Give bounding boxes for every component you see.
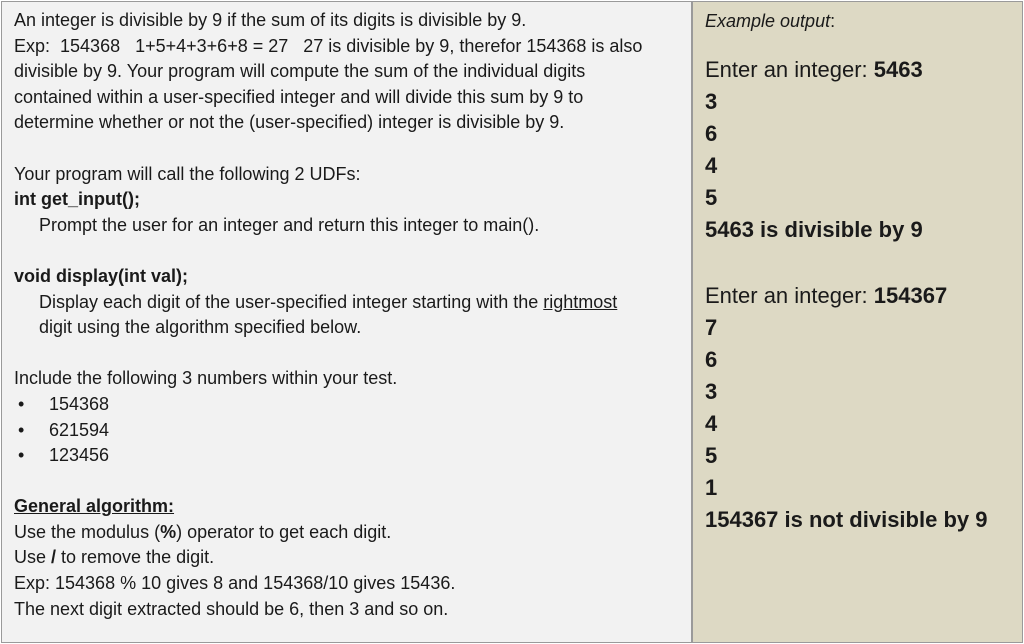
title-colon: :	[830, 11, 836, 31]
list-item	[14, 418, 679, 444]
algorithm-heading: General algorithm:	[14, 496, 175, 517]
algorithm-step	[14, 520, 679, 546]
test-number: 154368	[49, 393, 110, 414]
algorithm-text: Use	[14, 547, 52, 568]
intro-line: An integer is divisible by 9 if the sum of its digits is divisible by 9.	[14, 10, 527, 30]
display-description-text: Display each digit of the user-specified integer starting with the	[39, 291, 544, 312]
user-input: 154367	[873, 283, 948, 308]
bullet-icon: •	[18, 445, 25, 466]
algorithm-text: ) operator to get each digit.	[176, 521, 392, 542]
bullet-icon: •	[18, 393, 25, 414]
example-output-title	[705, 8, 1010, 34]
prompt-label: Enter an integer:	[705, 283, 874, 308]
udfs-heading: Your program will call the following 2 UDFs:	[14, 163, 361, 184]
algorithm-text: Use the modulus (	[14, 521, 161, 542]
example-output-title-text: Example output	[705, 11, 831, 31]
display-description-line2	[14, 315, 679, 341]
test-number: 123456	[49, 445, 110, 466]
instructions-panel	[1, 1, 692, 643]
divide-symbol: /	[51, 547, 57, 568]
algorithm-text: to remove the digit.	[56, 547, 215, 568]
output-digit: 3	[705, 379, 718, 404]
intro-line: Exp: 154368 1+5+4+3+6+8 = 27 27 is divisible by 9, therefor 154368 is also	[14, 35, 643, 56]
example1-result: 5463 is divisible by 9	[705, 217, 923, 242]
output-digit: 5	[705, 185, 718, 210]
intro-line: determine whether or not the (user-specified) integer is divisible by 9.	[14, 112, 565, 133]
output-digit: 7	[705, 315, 718, 340]
algorithm-example: Exp: 154368 % 10 gives 8 and 154368/10 gives 15436.	[14, 573, 456, 594]
display-description-text: digit using the algorithm specified below.	[39, 317, 362, 338]
intro-line: contained within a user-specified integer and will divide this sum by 9 to	[14, 86, 584, 107]
display-description	[14, 290, 679, 316]
output-digit: 1	[705, 475, 718, 500]
example2-prompt	[705, 280, 1010, 312]
get-input-signature: int get_input();	[14, 189, 140, 210]
get-input-description: Prompt the user for an integer and return this integer to main().	[39, 214, 540, 235]
test-heading: Include the following 3 numbers within your test.	[14, 368, 398, 389]
prompt-label: Enter an integer:	[705, 57, 874, 82]
output-digit: 3	[705, 89, 718, 114]
output-digit: 4	[705, 411, 718, 436]
algorithm-next: The next digit extracted should be 6, then 3 and so on.	[14, 598, 449, 619]
example2-result: 154367 is not divisible by 9	[705, 507, 988, 532]
example1-prompt	[705, 54, 1010, 86]
output-digit: 5	[705, 443, 718, 468]
bullet-icon: •	[18, 419, 25, 440]
test-number: 621594	[49, 419, 110, 440]
example-output-panel	[692, 1, 1023, 643]
list-item	[14, 443, 679, 469]
output-digit: 4	[705, 153, 718, 178]
display-signature: void display(int val);	[14, 265, 189, 286]
list-item	[14, 392, 679, 418]
rightmost-word: rightmost	[543, 291, 618, 312]
output-digit: 6	[705, 347, 718, 372]
algorithm-step	[14, 545, 679, 571]
output-digit: 6	[705, 121, 718, 146]
intro-line: divisible by 9. Your program will compute the sum of the individual digits	[14, 61, 586, 82]
modulus-symbol: %	[160, 521, 177, 542]
user-input: 5463	[873, 57, 923, 82]
